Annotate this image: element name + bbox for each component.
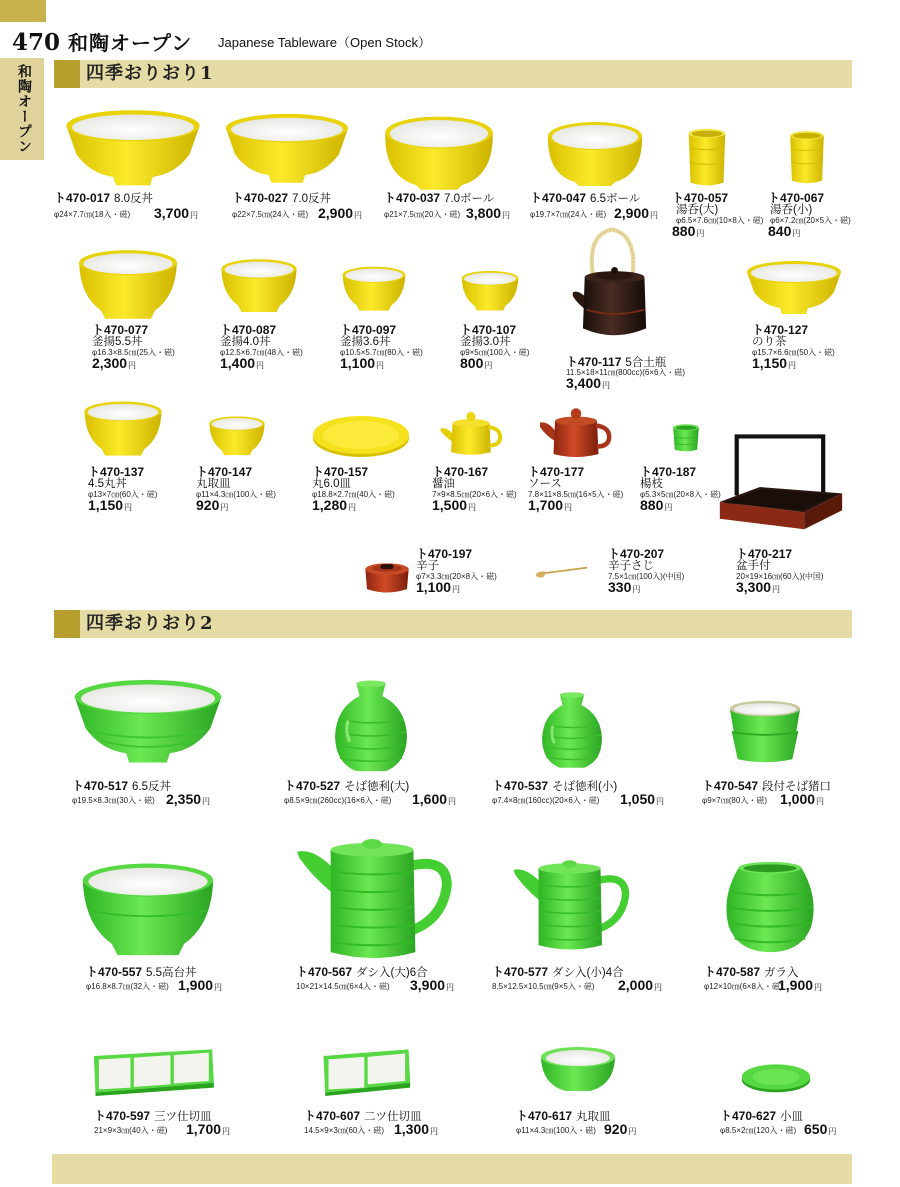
product-spec: φ10.5×5.7㎝(80入・磁) — [340, 348, 423, 357]
product-name: 二ツ仕切皿 — [364, 1111, 422, 1123]
product-name: ソース — [528, 478, 562, 490]
yellow-deep-bowl-image — [460, 268, 520, 314]
product-code: ト470-117 5合土瓶 — [566, 355, 667, 369]
product-price: 1,000円 — [780, 791, 825, 807]
product-name: 5.5高台丼 — [146, 967, 197, 979]
page-subtitle: Japanese Tableware（Open Stock） — [218, 35, 431, 50]
product-code: ト470-567 ダシ入(大)6合 — [296, 965, 428, 979]
product-code: ト470-027 7.0反丼 — [232, 191, 332, 205]
product-name: 釜揚3.0丼 — [460, 336, 511, 348]
product-name: 丸取皿 — [576, 1111, 611, 1123]
product-price: 2,900円 — [614, 205, 659, 221]
product-price: 2,000円 — [618, 977, 663, 993]
product-code: ト470-037 7.0ボール — [384, 191, 495, 205]
product-code: ト470-557 5.5高台丼 — [86, 965, 197, 979]
product-code: ト470-167 — [432, 465, 489, 479]
product-price: 920円 — [196, 497, 229, 513]
product-spec: φ13×7㎝(60入・磁) — [88, 490, 158, 499]
product-price: 3,300円 — [736, 579, 781, 595]
product-price: 1,400円 — [220, 355, 265, 371]
product-name: ダシ入(小)4合 — [552, 967, 624, 979]
yellow-deep-bowl-image — [340, 264, 408, 314]
tray-handle-icon — [716, 428, 846, 544]
product-spec: 7.8×11×8.5㎝(16×5入・磁) — [528, 490, 624, 499]
green-small-plate-image — [740, 1058, 812, 1096]
product-code: ト470-177 — [528, 465, 585, 479]
mustard-spoon-image — [534, 564, 590, 582]
yellow-deep-bowl-image — [76, 246, 180, 324]
product-name: 辛子 — [416, 560, 439, 572]
green-sake-bottle-image — [330, 678, 412, 776]
product-price: 880円 — [640, 497, 673, 513]
green-toothpick-holder-image — [670, 420, 702, 454]
product-price: 2,900円 — [318, 205, 363, 221]
red-mustard-pot-image — [362, 554, 412, 596]
red-sauce-pot-image — [538, 400, 614, 460]
product-price: 1,100円 — [416, 579, 461, 595]
product-code: ト470-217 — [736, 547, 793, 561]
product-code: ト470-207 — [608, 547, 665, 561]
green-jar-image — [718, 858, 822, 956]
product-name: 三ツ仕切皿 — [154, 1111, 212, 1123]
green-deep-bowl-image — [78, 858, 218, 962]
product-name: 辛子さじ — [608, 560, 654, 572]
product-code: ト470-087 — [220, 323, 277, 337]
product-spec: φ5.3×5㎝(20×8入・磁) — [640, 490, 721, 499]
product-name: ダシ入(大)6合 — [356, 967, 428, 979]
product-price: 1,900円 — [778, 977, 823, 993]
product-spec: φ11×4.3㎝(100入・磁) — [196, 490, 276, 499]
product-spec: φ18.8×2.7㎝(40入・磁) — [312, 490, 395, 499]
section-banner-2 — [54, 610, 852, 638]
product-name: ガラ入 — [764, 967, 799, 979]
yellow-deep-bowl-image — [218, 256, 300, 316]
product-code: ト470-047 6.5ボール — [530, 191, 641, 205]
product-code: ト470-107 — [460, 323, 517, 337]
product-code: ト470-587 ガラ入 — [704, 965, 799, 979]
product-code: ト470-607 二ツ仕切皿 — [304, 1109, 422, 1123]
product-spec: φ16.3×8.5㎝(25入・磁) — [92, 348, 175, 357]
product-name: 7.0ボール — [444, 193, 495, 205]
product-price: 1,700円 — [528, 497, 573, 513]
product-spec: 20×19×16㎝(60入)(中国) — [736, 572, 824, 581]
product-spec: φ21×7.5㎝(20入・磁) — [384, 210, 461, 219]
product-spec: φ12.5×6.7㎝(48入・磁) — [220, 348, 303, 357]
yellow-bowl-image — [58, 106, 208, 191]
product-spec: φ6×7.2㎝(20×5入・磁) — [770, 216, 851, 225]
product-price: 1,500円 — [432, 497, 477, 513]
yellow-ball-bowl-image — [532, 118, 658, 188]
green-soba-cup-image — [726, 696, 804, 766]
product-code: ト470-527 そば徳利(大) — [284, 779, 410, 793]
product-price: 1,700円 — [186, 1121, 231, 1137]
product-price: 1,300円 — [394, 1121, 439, 1137]
product-code: ト470-597 三ツ仕切皿 — [94, 1109, 212, 1123]
product-code: ト470-057 — [672, 191, 729, 205]
product-name: 5合土瓶 — [625, 357, 667, 369]
yellow-cup-image — [684, 126, 730, 190]
yellow-cup-image — [786, 128, 828, 188]
product-name: 小皿 — [780, 1111, 804, 1123]
side-index-label: 和陶オープン — [16, 64, 32, 154]
yellow-deep-bowl-image — [82, 398, 164, 460]
yellow-bowl-image — [744, 256, 844, 320]
product-price: 1,280円 — [312, 497, 357, 513]
product-code: ト470-517 6.5反丼 — [72, 779, 172, 793]
yellow-ball-bowl-image — [372, 112, 506, 192]
section-title: 四季おりおり1 — [86, 63, 214, 84]
product-spec: φ7×3.3㎝(20×8入・磁) — [416, 572, 497, 581]
product-spec: φ9×7㎝(80入・磁) — [702, 796, 767, 805]
product-price: 3,800円 — [466, 205, 511, 221]
product-code: ト470-617 丸取皿 — [516, 1109, 611, 1123]
product-name: 6.5ボール — [590, 193, 641, 205]
product-code: ト470-137 — [88, 465, 145, 479]
product-price: 1,600円 — [412, 791, 457, 807]
product-price: 1,100円 — [340, 355, 385, 371]
product-price: 2,300円 — [92, 355, 137, 371]
footer-band — [52, 1154, 852, 1184]
product-price: 3,700円 — [154, 205, 199, 221]
yellow-soy-pot-image — [438, 404, 504, 458]
section-marker — [54, 60, 80, 88]
product-spec: φ22×7.5㎝(24入・磁) — [232, 210, 309, 219]
product-spec: φ19.7×7㎝(24入・磁) — [530, 210, 607, 219]
product-spec: φ11×4.3㎝(100入・磁) — [516, 1126, 596, 1135]
product-spec: φ8.5×9㎝(260cc)(16×6入・磁) — [284, 796, 392, 805]
product-spec: φ19.5×8.3㎝(30入・磁) — [72, 796, 155, 805]
product-code: ト470-157 — [312, 465, 369, 479]
black-teapot-image — [560, 226, 664, 354]
product-name: 段付そば猪口 — [762, 781, 832, 793]
product-price: 2,350円 — [166, 791, 211, 807]
product-spec: φ7.4×8㎝(160cc)(20×6入・磁) — [492, 796, 600, 805]
green-small-bowl-image — [538, 1044, 618, 1096]
product-name: 丸取皿 — [196, 478, 231, 490]
product-price: 3,900円 — [410, 977, 455, 993]
product-code: ト470-017 8.0反丼 — [54, 191, 154, 205]
product-name: 湯呑(大) — [676, 204, 719, 216]
yellow-plate-image — [306, 410, 416, 460]
green-large-pitcher-image — [294, 836, 454, 964]
product-name: のり茶 — [752, 336, 787, 348]
product-spec: 14.5×9×3㎝(60入・磁) — [304, 1126, 385, 1135]
green-bowl-image — [70, 674, 226, 770]
product-price: 1,900円 — [178, 977, 223, 993]
product-name: 8.0反丼 — [114, 193, 154, 205]
product-name: 釜揚5.5丼 — [92, 336, 143, 348]
green-small-pitcher-image — [512, 856, 630, 956]
page-corner-tab — [0, 0, 46, 22]
product-code: ト470-547 段付そば猪口 — [702, 779, 832, 793]
section-marker — [54, 610, 80, 638]
product-price: 920円 — [604, 1121, 637, 1137]
product-spec: 11.5×18×11㎝(800cc)(6×6入・磁) — [566, 368, 686, 377]
section-banner-1 — [54, 60, 852, 88]
product-spec: 7.5×1㎝(100入)(中国) — [608, 572, 685, 581]
product-spec: φ8.5×2㎝(120入・磁) — [720, 1126, 797, 1135]
product-name: そば徳利(大) — [344, 781, 410, 793]
product-price: 1,150円 — [752, 355, 797, 371]
product-code: ト470-197 — [416, 547, 473, 561]
product-price: 1,050円 — [620, 791, 665, 807]
yellow-bowl-image — [220, 110, 354, 188]
product-code: ト470-147 — [196, 465, 253, 479]
product-price: 1,150円 — [88, 497, 133, 513]
product-name: 釜揚4.0丼 — [220, 336, 271, 348]
green-two-divided-dish-image — [314, 1046, 418, 1096]
product-spec: φ12×10㎝(6×8入・磁) — [704, 982, 783, 991]
green-three-divided-dish-image — [76, 1046, 230, 1096]
product-name: そば徳利(小) — [552, 781, 618, 793]
product-spec: φ24×7.7㎝(18入・磁) — [54, 210, 131, 219]
product-price: 840円 — [768, 223, 801, 239]
product-name: 丸6.0皿 — [312, 478, 351, 490]
product-name: 盆手付 — [736, 560, 771, 572]
product-price: 330円 — [608, 579, 641, 595]
product-spec: φ15.7×6.6㎝(50入・磁) — [752, 348, 835, 357]
product-spec: 8.5×12.5×10.5㎝(9×5入・磁) — [492, 982, 595, 991]
product-code: ト470-577 ダシ入(小)4合 — [492, 965, 624, 979]
green-sake-bottle-image — [538, 690, 606, 772]
page-title: 和陶オープン — [68, 31, 193, 55]
product-name: 楊枝 — [640, 478, 663, 490]
product-spec: 21×9×3㎝(40入・磁) — [94, 1126, 168, 1135]
product-name: 7.0反丼 — [292, 193, 332, 205]
product-name: 釜揚3.6丼 — [340, 336, 391, 348]
page-number: 470 — [12, 29, 61, 56]
yellow-small-bowl-image — [202, 414, 272, 458]
product-name: 4.5丸丼 — [88, 478, 127, 490]
product-price: 3,400円 — [566, 375, 611, 391]
product-code: ト470-127 — [752, 323, 809, 337]
product-code: ト470-187 — [640, 465, 697, 479]
product-code: ト470-067 — [768, 191, 825, 205]
product-spec: 10×21×14.5㎝(6×4入・磁) — [296, 982, 390, 991]
section-title: 四季おりおり2 — [86, 613, 214, 634]
product-code: ト470-537 そば徳利(小) — [492, 779, 618, 793]
product-spec: φ9×5㎝(100入・磁) — [460, 348, 530, 357]
product-price: 650円 — [804, 1121, 837, 1137]
product-code: ト470-077 — [92, 323, 149, 337]
product-price: 800円 — [460, 355, 493, 371]
product-price: 880円 — [672, 223, 705, 239]
product-spec: φ6.5×7.6㎝(10×8入・磁) — [676, 216, 764, 225]
product-name: 湯呑(小) — [770, 204, 813, 216]
product-name: 6.5反丼 — [132, 781, 172, 793]
product-code: ト470-627 小皿 — [720, 1109, 804, 1123]
product-spec: 7×9×8.5㎝(20×6入・磁) — [432, 490, 517, 499]
product-spec: φ16.8×8.7㎝(32入・磁) — [86, 982, 169, 991]
product-name: 醤油 — [432, 478, 455, 490]
product-code: ト470-097 — [340, 323, 397, 337]
